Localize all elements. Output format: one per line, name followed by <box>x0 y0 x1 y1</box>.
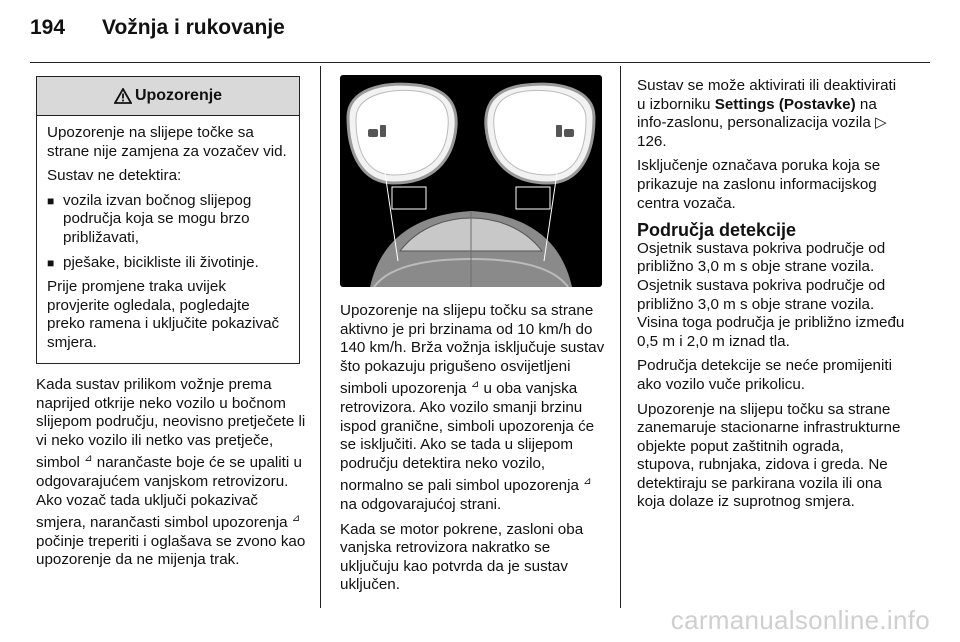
paragraph: Sustav se može aktivirati ili deaktivirati u izborniku Settings (Postavke) na info-zaslonu, personalizacija vozila ▷ 126. <box>637 77 897 150</box>
blind-spot-symbol-icon: ⊿ <box>583 476 592 488</box>
blind-spot-symbol-icon: ⊿ <box>84 453 93 465</box>
paragraph: Osjetnik sustava pokriva područje od približno 3,0 m s obje strane vozila. Osjetnik sustava pokriva područje od približno 3,0 m s obje strane vozila. Visina toga područja je približno između 0,5 m i 2,0 m iznad tla. <box>637 239 905 350</box>
blind-spot-symbol-icon: ⊿ <box>291 513 301 525</box>
column-divider-2 <box>620 66 621 608</box>
warning-text-1: Upozorenje na slijepe točke sa strane nije zamjena za vozačev vid. <box>47 124 287 160</box>
warning-heading: Upozorenje <box>134 87 223 104</box>
warning-list <box>47 192 289 272</box>
paragraph: Upozorenje na slijepu točku sa strane zanemaruje stacionarne infrastrukturne objekte poput zaštitnih ograda, stupova, rubnjaka, zidova i greda. Ne detektiraju se parkirana vozila ili ona koja dolaze iz suprotnog smjera. <box>637 400 901 511</box>
section-heading: Područja detekcije <box>637 220 797 241</box>
warning-header <box>37 77 299 116</box>
paragraph: Područja detekcije se neće promijeniti ako vozilo vuče prikolicu. <box>637 357 892 393</box>
paragraph: Kada sustav prilikom vožnje prema naprijed otkrije neko vozilo u bočnom slijepom području, neovisno pretječete li vi neko vozilo ili netko vas pretječe, simbol ⊿ narančaste boje će se upaliti u odgovarajućem vanjskom retrovizoru. Ako vozač tada uključi pokazivač smjera, narančasti simbol upozorenja ⊿ počinje treperiti i oglašava se zvono kao upozorenje da ne mijenja trak. <box>36 376 306 569</box>
column-1-body <box>36 376 308 576</box>
mirror-car-drawing <box>340 75 602 287</box>
page-reference-arrow-icon: ▷ <box>875 114 887 132</box>
column-3-body <box>637 77 905 518</box>
warning-text-3: Prije promjene traka uvijek provjerite ogledala, pogledajte preko ramena i uključite pokazivač smjera. <box>47 278 280 351</box>
warning-triangle-icon <box>114 88 132 104</box>
warning-box <box>36 76 300 364</box>
list-item: ■ pješake, bicikliste ili životinje. <box>47 254 289 273</box>
footer-watermark: carmanualsonline.info <box>670 605 930 635</box>
blind-spot-symbol-icon: ⊿ <box>470 379 480 391</box>
page-title: Vožnja i rukovanje <box>102 16 285 39</box>
warning-text-2: Sustav ne detektira: <box>47 167 182 185</box>
mirror-illustration <box>340 75 602 287</box>
page-number: 194 <box>30 16 66 39</box>
column-2-body <box>340 302 606 601</box>
paragraph: Kada se motor pokrene, zasloni oba vanjska retrovizora nakratko se uključuju kao potvrda da je sustav uključen. <box>340 520 584 594</box>
column-divider-1 <box>320 66 321 608</box>
paragraph: Upozorenje na slijepu točku sa strane aktivno je pri brzinama od 10 km/h do 140 km/h. Brža vožnja isključuje sustav što pokazuju prigušeno osvijetljeni simboli upozorenja ⊿ u oba vanjska retrovizora. Ako vozilo smanji brzinu ispod granične, simboli upozorenja će se isključiti. Ako se tada u slijepom području detektira neko vozilo, normalno se pali simbol upozorenja ⊿ na odgovarajućoj strani. <box>340 302 605 514</box>
page-header <box>30 16 285 40</box>
paragraph: Isključenje označava poruka koja se prikazuje na zaslonu informacijskog centra vozača. <box>637 157 881 212</box>
header-rule <box>30 62 930 63</box>
list-item: ■ vozila izvan bočnog slijepog područja koja se mogu brzo približavati, <box>47 192 289 248</box>
